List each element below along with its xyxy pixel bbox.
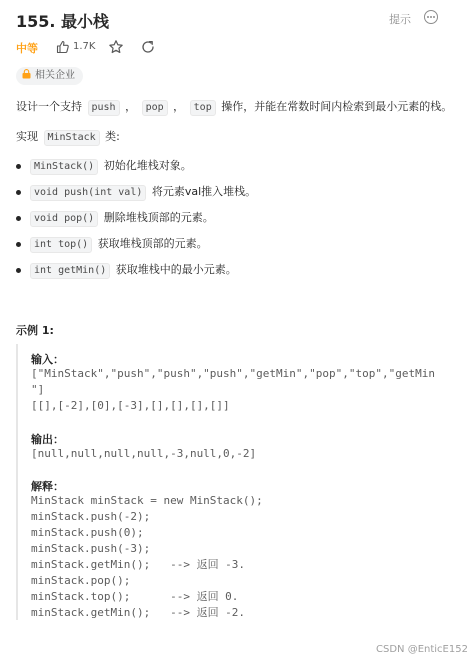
- company-tag[interactable]: [16, 67, 83, 85]
- problem-meta: [16, 38, 474, 58]
- bullet-dot: [16, 190, 21, 195]
- list-item-text: 初始化堆栈对象。: [103, 159, 192, 172]
- inline-code: top: [190, 100, 216, 116]
- example-block: [16, 344, 456, 620]
- thumbs-up-icon: [56, 40, 70, 54]
- hint-button[interactable]: 提示: [389, 13, 411, 26]
- inline-code: int getMin(): [30, 263, 110, 279]
- desc-text: ，: [125, 100, 137, 113]
- inline-code: push: [88, 100, 120, 116]
- desc-text: 设计一个支持: [16, 100, 82, 113]
- example-title: 示例 1:: [16, 324, 54, 337]
- output-code: [null,null,null,null,-3,null,0,-2]: [31, 447, 257, 460]
- inline-code: MinStack(): [30, 159, 98, 175]
- difficulty-badge: 中等: [16, 42, 38, 55]
- inline-code: pop: [142, 100, 168, 116]
- explanation-code: MinStack minStack = new MinStack(); minStack.push(-2); minStack.push(0); minStack.push(-3); minStack.getMin(); --> 返回 -3. minStack.pop(); minStack.top(); --> 返回 0. minStack.getMin(); --> 返回 -2.: [31, 494, 263, 619]
- bullet-dot: [16, 242, 21, 247]
- bullet-dot: [16, 216, 21, 221]
- watermark: CSDN @EnticE152: [376, 644, 468, 655]
- inline-code: void pop(): [30, 211, 98, 227]
- desc-text: 操作，并能在常数时间内检索到最小元素的栈。: [221, 100, 453, 113]
- share-icon[interactable]: [140, 39, 156, 55]
- company-tag-label: 相关企业: [35, 70, 75, 81]
- lock-icon: [22, 69, 31, 79]
- output-label: 输出：: [31, 433, 64, 446]
- list-item-text: 将元素val推入堆栈。: [151, 185, 257, 198]
- more-icon[interactable]: [424, 10, 438, 24]
- bullet-dot: [16, 164, 21, 169]
- inline-code: MinStack: [44, 130, 100, 146]
- star-icon[interactable]: [108, 39, 124, 55]
- desc-text: 类:: [105, 130, 120, 143]
- description-paragraph: [16, 128, 120, 146]
- explanation-label: 解释：: [31, 480, 64, 493]
- description-paragraph: [16, 98, 452, 116]
- list-item-text: 获取堆栈中的最小元素。: [115, 263, 237, 276]
- list-item-text: 获取堆栈顶部的元素。: [97, 237, 208, 250]
- bullet-dot: [16, 268, 21, 273]
- inline-code: void push(int val): [30, 185, 146, 201]
- desc-text: ，: [173, 100, 185, 113]
- inline-code: int top(): [30, 237, 92, 253]
- input-label: 输入：: [31, 353, 64, 366]
- input-code: ["MinStack","push","push","push","getMin","pop","top","getMin "] [[],[-2],[0],[-3],[],[],[],[]]: [31, 367, 435, 412]
- desc-text: 实现: [16, 130, 38, 143]
- problem-title: 155. 最小栈: [16, 12, 110, 31]
- list-item-text: 删除堆栈顶部的元素。: [103, 211, 214, 224]
- like-count: 1.7K: [73, 41, 96, 52]
